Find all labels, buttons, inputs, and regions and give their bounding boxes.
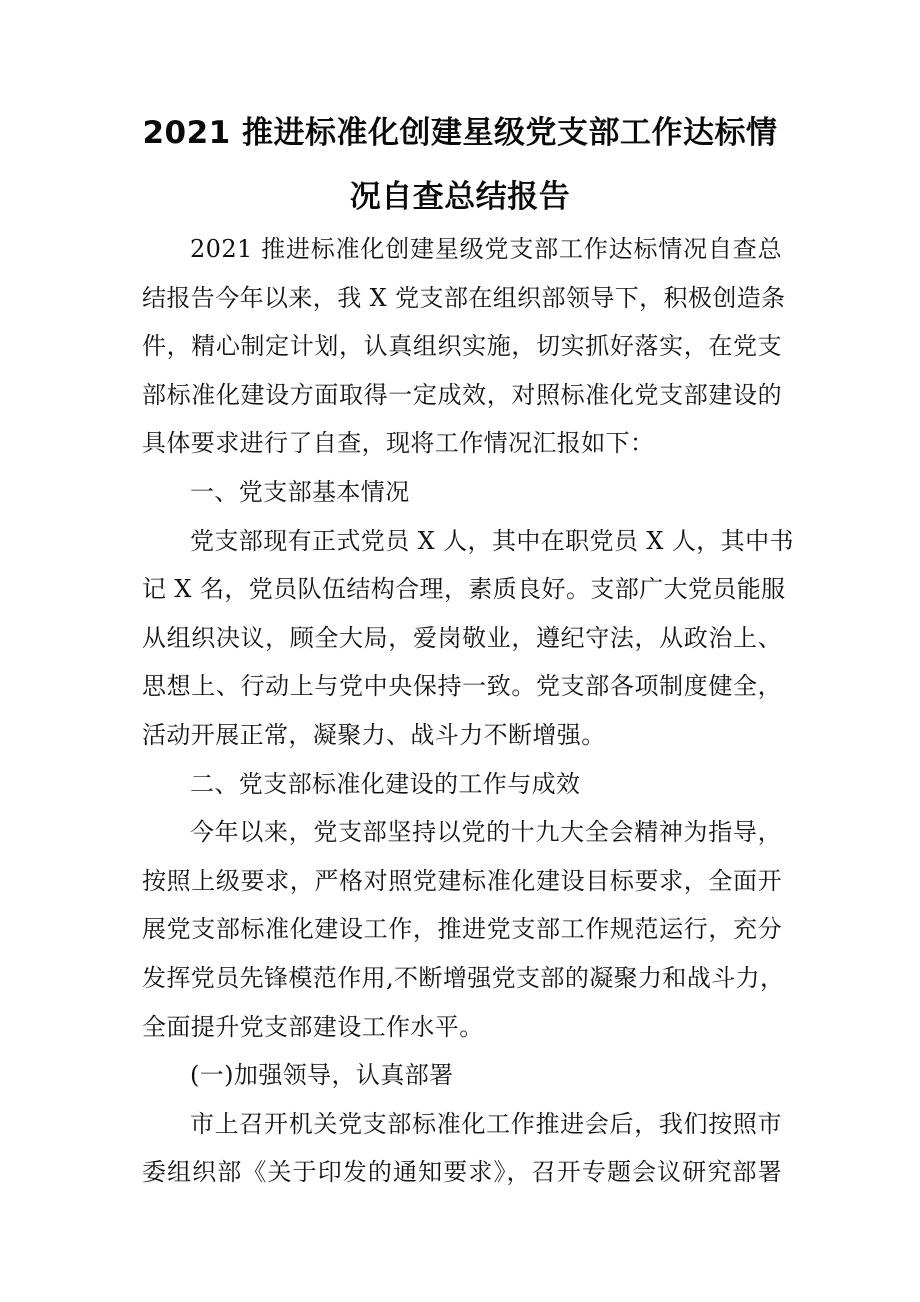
document-body — [142, 225, 794, 1197]
paragraph-line: 活动开展正常，凝聚力、战斗力不断增强。 — [142, 720, 606, 749]
paragraph-line: 市上召开机关党支部标准化工作推进会后，我们按照市 — [190, 1109, 782, 1138]
section-heading: 二、党支部标准化建设的工作与成效 — [190, 769, 581, 798]
subsection-heading: (一)加强领导，认真部署 — [190, 1061, 454, 1090]
paragraph-line: 展党支部标准化建设工作，推进党支部工作规范运行，充分 — [142, 915, 782, 944]
paragraph-line: 结报告今年以来，我 X 党支部在组织部领导下，积极创造条 — [142, 283, 786, 312]
section-heading: 一、党支部基本情况 — [190, 477, 410, 506]
paragraph-line: 具体要求进行了自查，现将工作情况汇报如下： — [142, 429, 655, 458]
paragraph-line: 委组织部《关于印发的通知要求》，召开专题会议研究部署 — [142, 1158, 782, 1187]
paragraph-line: 党支部现有正式党员 X 人，其中在职党员 X 人，其中书 — [190, 526, 794, 555]
document-title-line-1: 2021 推进标准化创建星级党支部工作达标情 — [142, 115, 778, 151]
paragraph-line: 2021 推进标准化创建星级党支部工作达标情况自查总 — [190, 235, 782, 263]
document-title-line-2: 况自查总结报告 — [349, 179, 571, 215]
paragraph-line: 件，精心制定计划，认真组织实施，切实抓好落实，在党支 — [142, 332, 782, 361]
paragraph-line: 部标准化建设方面取得一定成效，对照标准化党支部建设的 — [142, 380, 782, 409]
paragraph-line: 今年以来，党支部坚持以党的十九大全会精神为指导， — [190, 818, 782, 847]
paragraph-line: 记 X 名，党员队伍结构合理，素质良好。支部广大党员能服 — [142, 575, 786, 604]
paragraph-line: 按照上级要求，严格对照党建标准化建设目标要求，全面开 — [142, 866, 782, 895]
paragraph-line: 全面提升党支部建设工作水平。 — [142, 1012, 484, 1041]
paragraph-line: 发挥党员先锋模范作用,不断增强党支部的凝聚力和战斗力， — [142, 963, 785, 992]
paragraph-line: 从组织决议，顾全大局，爱岗敬业，遵纪守法，从政治上、 — [142, 623, 782, 652]
paragraph-line: 思想上、行动上与党中央保持一致。党支部各项制度健全， — [142, 672, 782, 701]
